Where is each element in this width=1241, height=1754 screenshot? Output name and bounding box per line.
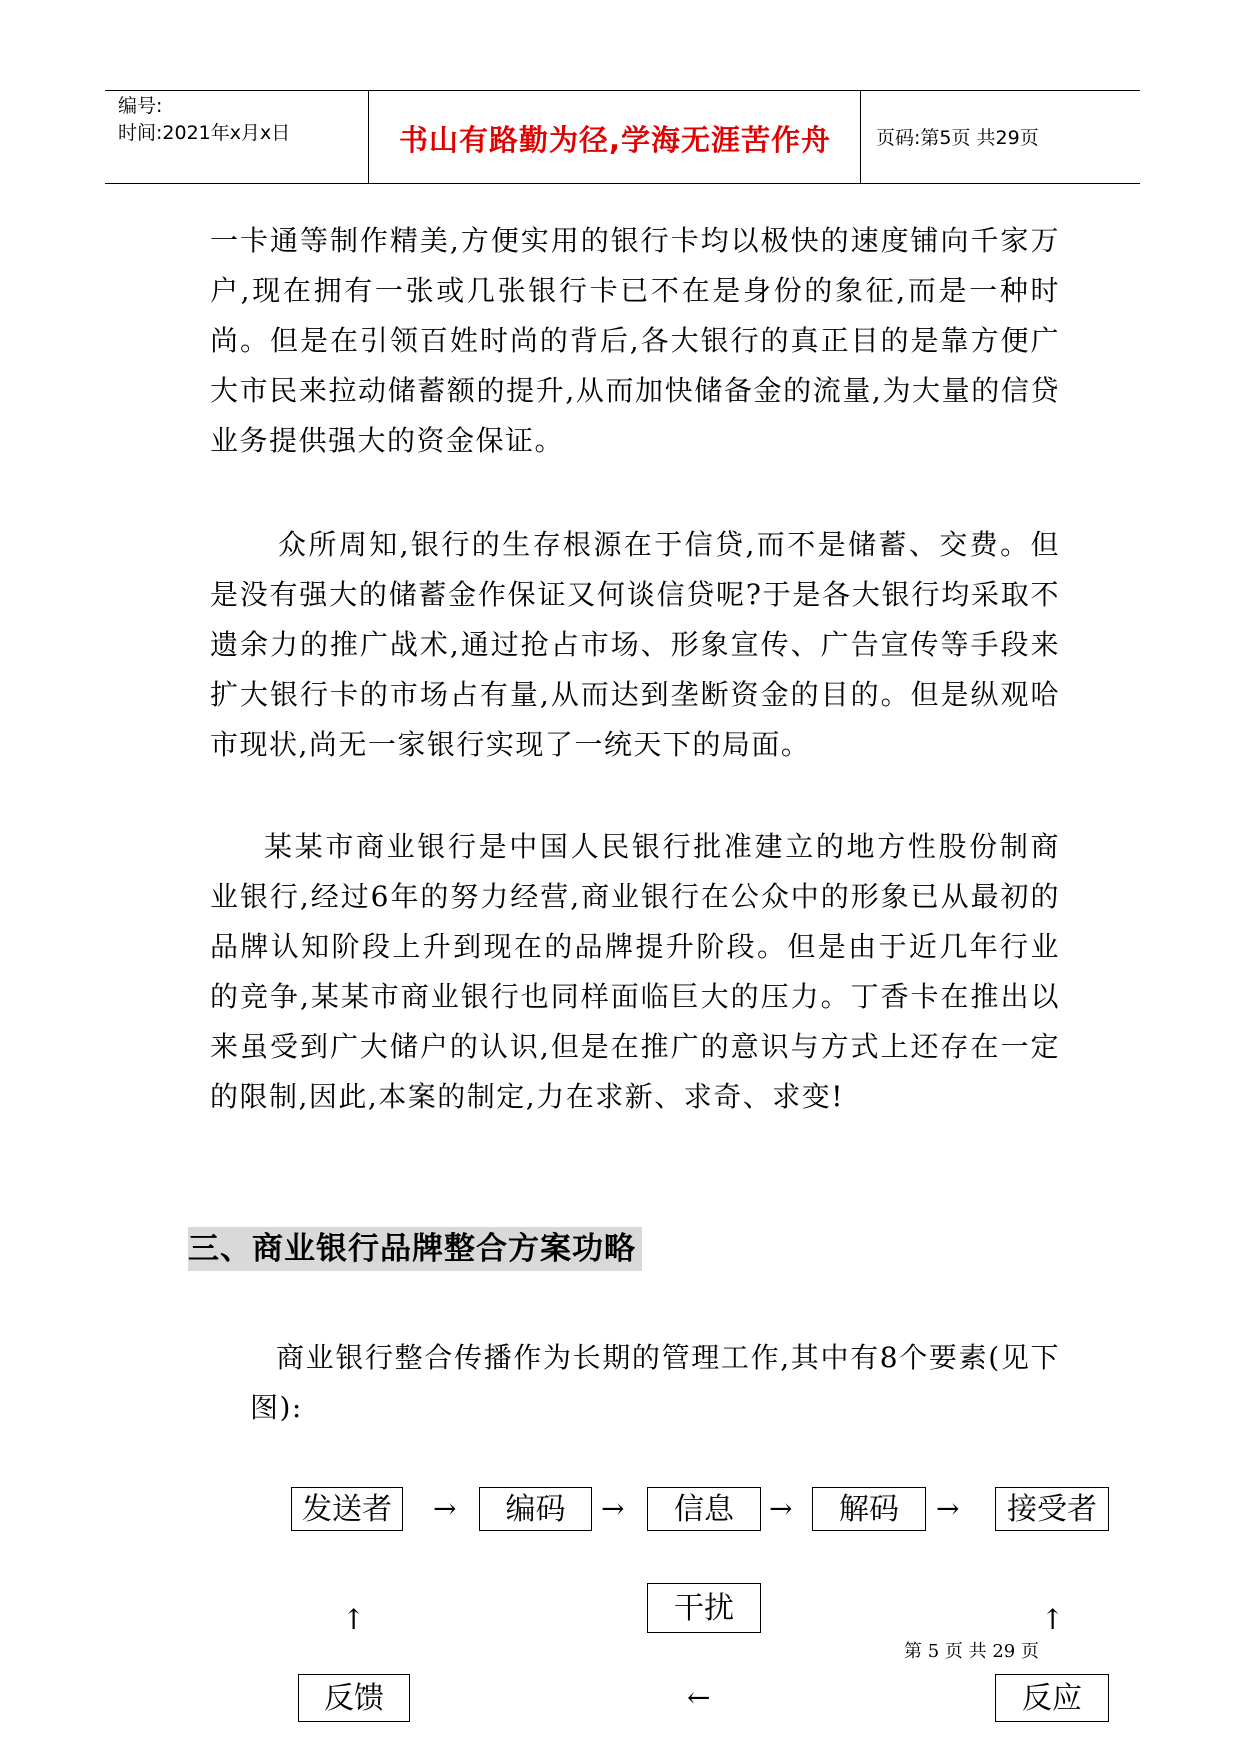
diagram-arrow-up-right: ↑	[1041, 1603, 1065, 1636]
header-divider-left	[368, 91, 369, 184]
header-motto: 书山有路勤为径,学海无涯苦作舟	[398, 123, 832, 157]
diagram-box-decode: 解码	[812, 1487, 926, 1531]
diagram-arrow-right-2: →	[601, 1492, 625, 1525]
header-divider-right	[860, 91, 861, 184]
header-date-label: 时间:2021年x月x日	[118, 122, 291, 144]
paragraph-1: 一卡通等制作精美,方便实用的银行卡均以极快的速度铺向千家万户,现在拥有一张或几张银行卡已不在是身份的象征,而是一种时尚。但是在引领百姓时尚的背后,各大银行的真正目的是靠方便广大市民来拉动储蓄额的提升,从而加快储备金的流量,为大量的信贷业务提供强大的资金保证。	[210, 224, 1060, 457]
diagram-box-sender: 发送者	[291, 1487, 403, 1531]
diagram-arrow-right-4: →	[936, 1492, 960, 1525]
paragraph-3: 某某市商业银行是中国人民银行批准建立的地方性股份制商业银行,经过6年的努力经营,商业银行在公众中的形象已从最初的品牌认知阶段上升到现在的品牌提升阶段。但是由于近几年行业的竞争,某某市商业银行也同样面临巨大的压力。丁香卡在推出以来虽受到广大储户的认识,但是在推广的意识与方式上还存在一定的限制,因此,本案的制定,力在求新、求奇、求变!	[210, 830, 1060, 1113]
diagram-arrow-right-1: →	[433, 1492, 457, 1525]
footer-page-label: 第 5 页 共 29 页	[904, 1641, 1039, 1662]
diagram-box-message: 信息	[647, 1487, 761, 1531]
header-number-label: 编号:	[118, 95, 163, 117]
header-bottom-rule	[105, 183, 1140, 184]
diagram-box-encode: 编码	[479, 1487, 592, 1531]
paragraph-4: 商业银行整合传播作为长期的管理工作,其中有8个要素(见下图):	[250, 1341, 1060, 1424]
header-top-rule	[105, 90, 1140, 91]
diagram-arrow-left: ←	[687, 1681, 711, 1714]
diagram-box-response: 反应	[995, 1674, 1109, 1722]
diagram-arrow-up-left: ↑	[342, 1603, 366, 1636]
paragraph-2: 众所周知,银行的生存根源在于信贷,而不是储蓄、交费。但是没有强大的储蓄金作保证又何谈信贷呢?于是各大银行均采取不遗余力的推广战术,通过抢占市场、形象宣传、广告宣传等手段来扩大银行卡的市场占有量,从而达到垄断资金的目的。但是纵观哈市现状,尚无一家银行实现了一统天下的局面。	[210, 528, 1060, 761]
header-page-label: 页码:第5页 共29页	[876, 127, 1039, 149]
diagram-box-receiver: 接受者	[995, 1487, 1109, 1531]
diagram-box-feedback: 反馈	[298, 1674, 410, 1722]
diagram-box-noise: 干扰	[647, 1583, 761, 1633]
diagram-arrow-right-3: →	[769, 1492, 793, 1525]
section-heading: 三、商业银行品牌整合方案功略	[188, 1227, 642, 1271]
